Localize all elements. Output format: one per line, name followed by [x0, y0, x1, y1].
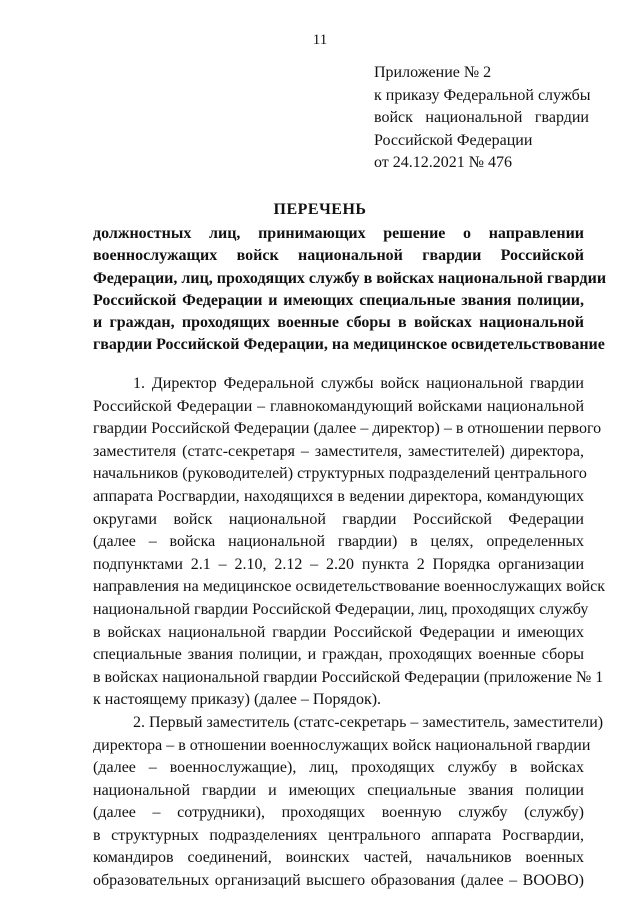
appendix-line: от 24.12.2021 № 476 — [374, 154, 513, 171]
subtitle-line: военнослужащих войск национальной гвардии Российской — [93, 247, 584, 265]
subtitle-line: и граждан, проходящих военные сборы в войсках национальной — [93, 314, 584, 332]
subtitle-line: гвардии Российской Федерации, на медицинское освидетельствование — [93, 336, 605, 354]
paragraph-1-line: 1. Директор Федеральной службы войск национальной гвардии — [133, 375, 584, 392]
paragraph-2-line: национальной гвардии и имеющих специальные звания полиции — [93, 781, 584, 799]
page-number: 11 — [312, 32, 328, 48]
paragraph-2-line: 2. Первый заместитель (статс-секретарь – заместитель, заместители) — [133, 713, 604, 731]
paragraph-2-line: (далее – сотрудники), проходящих военную службу (службу) — [93, 804, 584, 822]
paragraph-1-line: к настоящему приказу) (далее – Порядок). — [93, 691, 382, 709]
paragraph-1-line: национальной гвардии Российской Федерации, лиц, проходящих службу — [93, 600, 589, 618]
paragraph-1-line: гвардии Российской Федерации (далее – директор) – в отношении первого — [93, 420, 602, 438]
paragraph-1-line: начальников (руководителей) структурных подразделений центрального — [93, 465, 587, 483]
paragraph-1-line: в войсках национальной гвардии Российской Федерации (приложение № 1 — [93, 668, 604, 686]
appendix-line: Приложение № 2 — [374, 64, 492, 81]
paragraph-2-line: образовательных организаций высшего образования (далее – ВООВО) — [93, 872, 584, 890]
document-body — [93, 373, 605, 893]
document-title: ПЕРЕЧЕНЬ — [273, 201, 367, 218]
paragraph-1-line: в войсках национальной гвардии Российской Федерации и имеющих — [93, 623, 584, 641]
paragraph-2-line: командиров соединений, воинских частей, начальников военных — [93, 849, 584, 867]
paragraph-1-line: направления на медицинское освидетельствование военнослужащих войск — [93, 578, 605, 596]
appendix-header — [374, 62, 589, 175]
appendix-line: войск национальной гвардии — [374, 109, 589, 126]
subtitle-line: Российской Федерации и имеющих специальные звания полиции, — [93, 291, 584, 309]
paragraph-1-line: Российской Федерации – главнокомандующий войсками национальной — [93, 397, 584, 415]
appendix-line: Российской Федерации — [374, 131, 533, 149]
paragraph-1-line: заместителя (статс-секретаря – заместителя, заместителей) директора, — [93, 442, 584, 460]
paragraph-1-line: подпунктами 2.1 – 2.10, 2.12 – 2.20 пункта 2 Порядка организации — [93, 555, 584, 573]
paragraph-2-line: (далее – военнослужащие), лиц, проходящих службу в войсках — [93, 759, 584, 777]
document-subtitle — [93, 223, 607, 357]
paragraph-1-line: (далее – войска национальной гвардии) в целях, определенных — [93, 533, 584, 551]
appendix-line: к приказу Федеральной службы — [374, 86, 591, 104]
paragraph-1-line: округами войск национальной гвардии Российской Федерации — [93, 510, 584, 528]
paragraph-2-line: в структурных подразделениях центрального аппарата Росгвардии, — [93, 826, 584, 844]
subtitle-line: Федерации, лиц, проходящих службу в войсках национальной гвардии — [93, 269, 607, 287]
paragraph-1-line: аппарата Росгвардии, находящихся в ведении директора, командующих — [93, 487, 584, 505]
subtitle-line: должностных лиц, принимающих решение о направлении — [93, 225, 584, 242]
paragraph-1-line: специальные звания полиции, и граждан, проходящих военные сборы — [93, 646, 584, 664]
paragraph-2-line: директора – в отношении военнослужащих войск национальной гвардии — [93, 736, 591, 754]
